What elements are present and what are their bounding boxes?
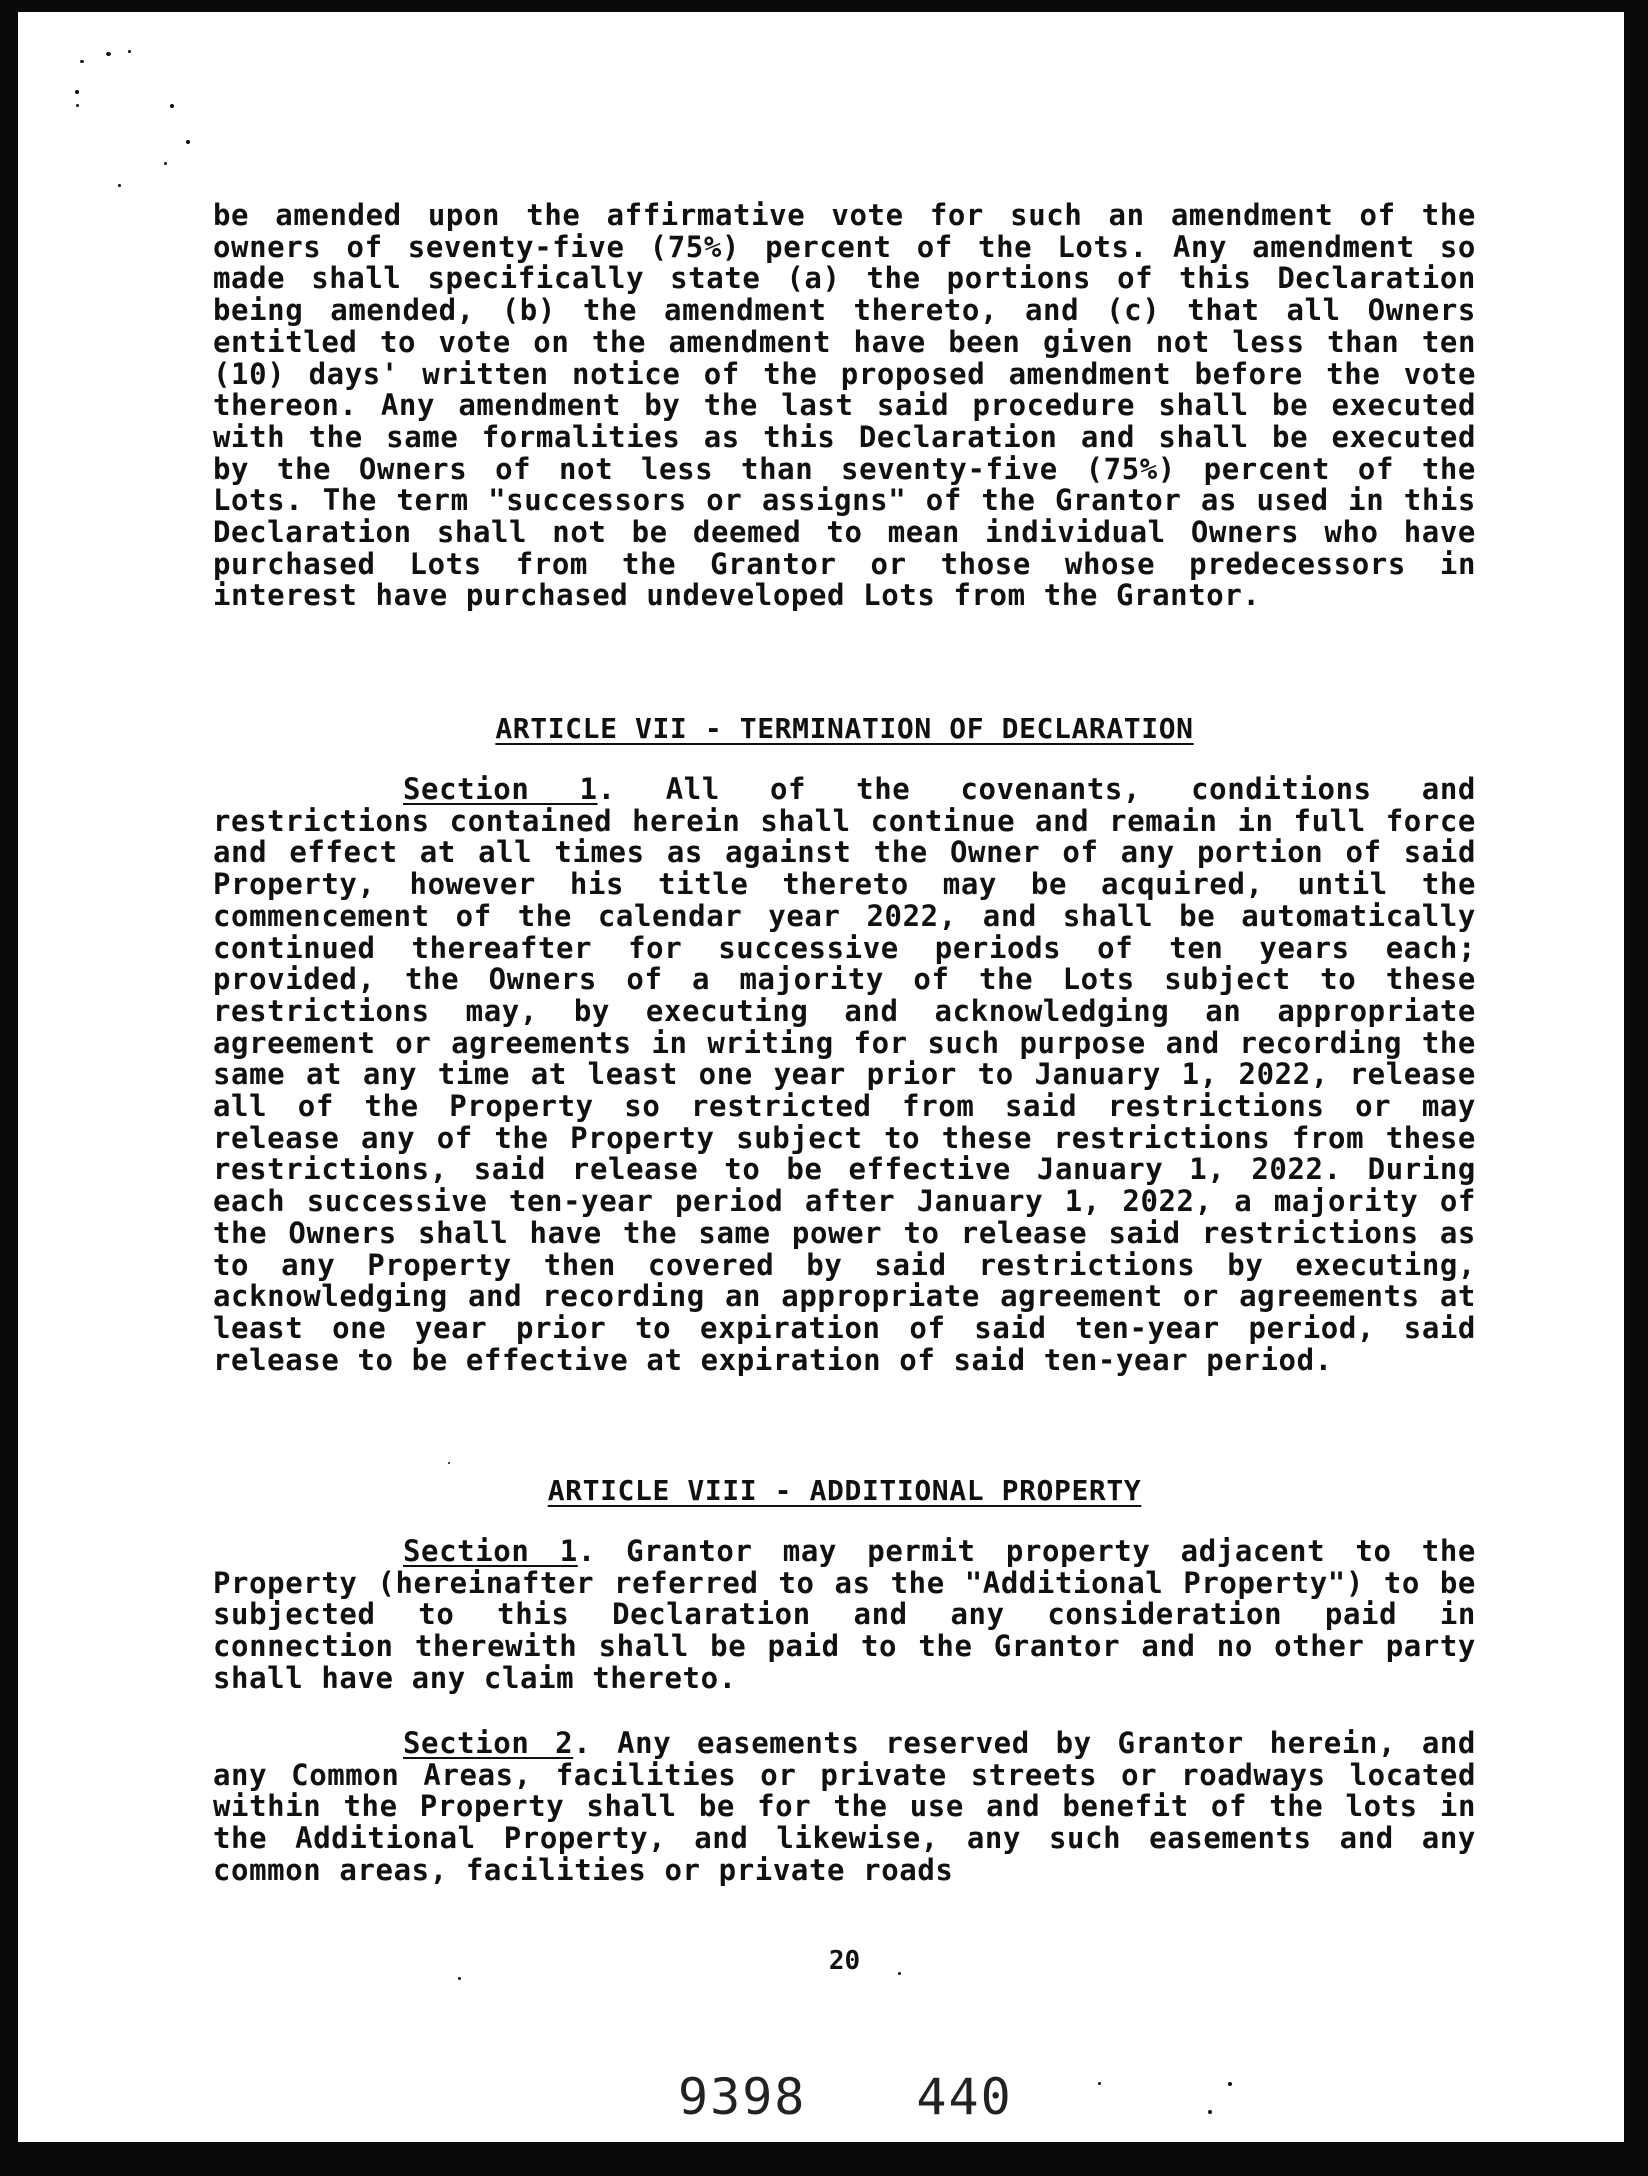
- article-viii-section-1-label: Section 1: [403, 1534, 578, 1568]
- article-vii-section-1-paragraph: [213, 774, 1476, 1376]
- article-viii-section-1-paragraph: [213, 1536, 1476, 1695]
- opening-paragraph: be amended upon the affirmative vote for such an amendment of the owners of seventy-five (75%) percent of the Lots. Any amendment so made shall specifically state (a) the portions of this Declaration being amended, (b) the amendment thereto, and (c) that all Owners entitled to vote on the amendment have been given not less than ten (10) days' written notice of the proposed amendment before the vote thereon. Any amendment by the last said procedure shall be executed with the same formalities as this Declaration and shall be executed by the Owners of not less than seventy-five (75%) percent of the Lots. The term "successors or assigns" of the Grantor as used in this Declaration shall not be deemed to mean individual Owners who have purchased Lots from the Grantor or those whose predecessors in interest have purchased undeveloped Lots from the Grantor.: [213, 198, 1476, 613]
- article-viii-heading: ARTICLE VIII - ADDITIONAL PROPERTY: [547, 1474, 1142, 1507]
- page-number: 20: [828, 1946, 861, 1976]
- document-page: [18, 12, 1624, 2142]
- article-viii-section-2-text: . Any easements reserved by Grantor herein, and any Common Areas, facilities or private streets or roadways located within the Property shall be for the use and benefit of the lots in the Additional Property, and likewise, any such easements and any common areas, facilities or private roads: [213, 1726, 1476, 1887]
- recording-reference: [678, 2068, 1013, 2126]
- recording-page-number: 440: [916, 2068, 1013, 2126]
- recording-book-number: 9398: [678, 2068, 807, 2126]
- article-viii-section-2-label: Section 2: [403, 1726, 574, 1760]
- article-vii-heading: ARTICLE VII - TERMINATION OF DECLARATION: [495, 712, 1194, 745]
- article-viii-section-2-paragraph: [213, 1728, 1476, 1887]
- article-vii-section-1-text: . All of the covenants, conditions and restrictions contained herein shall continue and remain in full force and effect at all times as against the Owner of any portion of said Property, however his title thereto may be acquired, until the commencement of the calendar year 2022, and shall be automatically continued thereafter for successive periods of ten years each; provided, the Owners of a majority of the Lots subject to these restrictions may, by executing and acknowledging an appropriate agreement or agreements in writing for such purpose and recording the same at any time at least one year prior to January 1, 2022, release all of the Property so restricted from said restrictions or may release any of the Property subject to these restrictions from these restrictions, said release to be effective January 1, 2022. During each successive ten-year period after January 1, 2022, a majority of the Owners shall have the same power to release said restrictions as to any Property then covered by said restrictions by executing, acknowledging and recording an appropriate agreement or agreements at least one year prior to expiration of said ten-year period, said release to be effective at expiration of said ten-year period.: [213, 772, 1476, 1377]
- article-vii-section-1-label: Section 1: [403, 772, 598, 806]
- article-viii-section-1-text: . Grantor may permit property adjacent to the Property (hereinafter referred to as the "Additional Property") to be subjected to this Declaration and any consideration paid in connection therewith shall be paid to the Grantor and no other party shall have any claim thereto.: [213, 1534, 1476, 1695]
